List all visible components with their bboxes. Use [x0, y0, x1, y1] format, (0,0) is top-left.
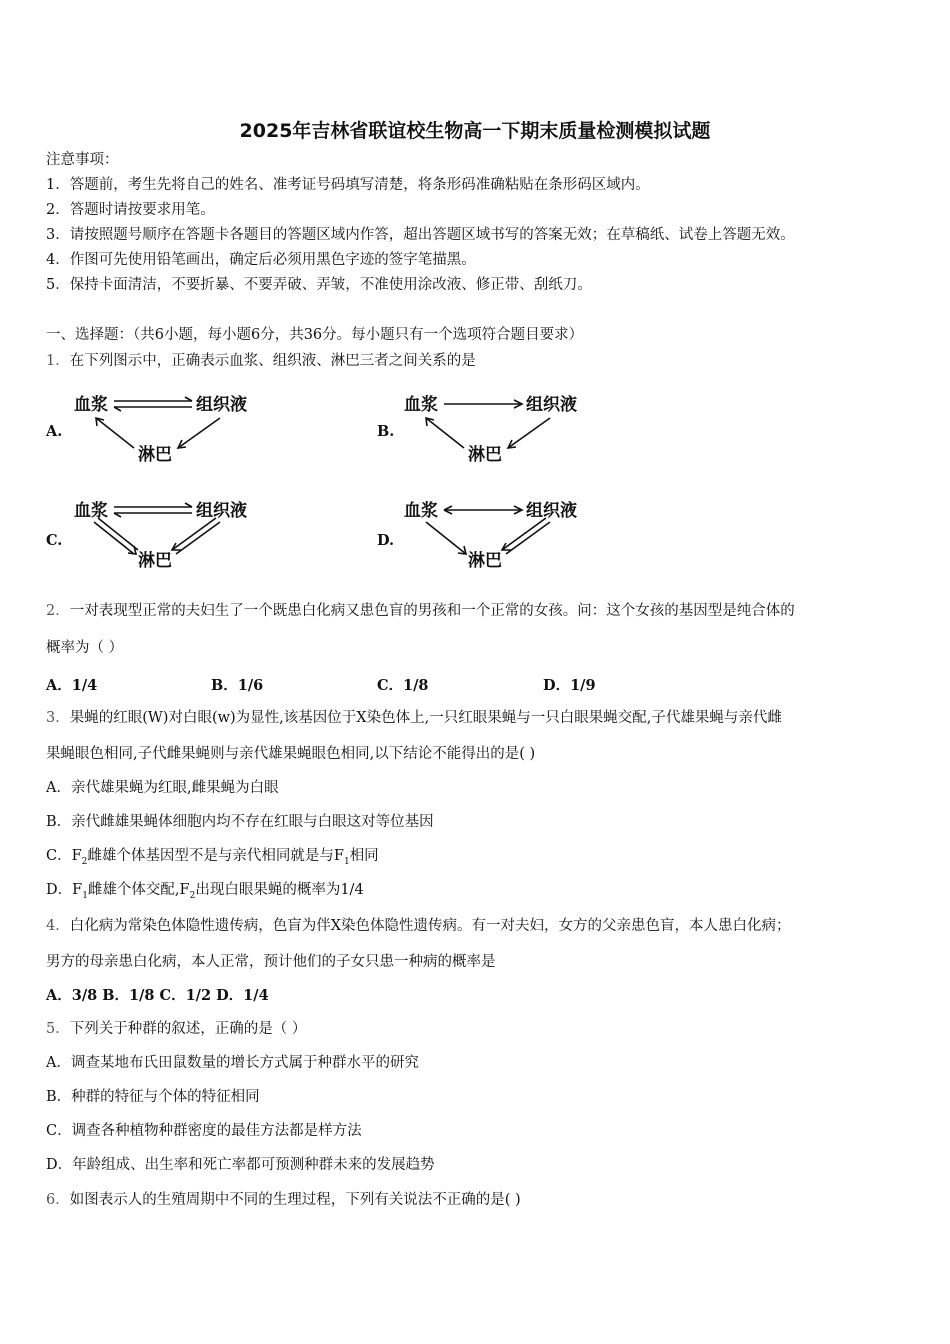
question-text: 白化病为常染色体隐性遗传病，色盲为伴X染色体隐性遗传病。有一对夫妇，女方的父亲患色盲，本人患白化病；	[69, 918, 791, 934]
plasma-label: 血浆	[74, 501, 108, 521]
question-2	[46, 601, 795, 621]
lymph-label: 淋巴	[138, 445, 172, 465]
option-c-label: C.	[46, 532, 63, 549]
options-row: A．3/8 B．1/8 C．1/2 D．1/4	[46, 987, 269, 1004]
option-text: 雌雄个体基因型不是与亲代相同就是与F	[87, 848, 344, 864]
question-number: 2．	[46, 603, 70, 619]
option: B．种群的特征与个体的特征相同	[46, 1089, 260, 1105]
option: A．调查某地布氏田鼠数量的增长方式属于种群水平的研究	[46, 1055, 419, 1071]
section-heading: 一、选择题：（共6小题，每小题6分，共36分。每小题只有一个选项符合题目要求）	[46, 327, 584, 343]
subscript: 1	[82, 890, 88, 901]
notice-item: 5．保持卡面清洁，不要折暴、不要弄破、弄皱，不准使用涂改液、修正带、刮纸刀。	[46, 277, 592, 293]
question-3	[46, 708, 782, 728]
option-text: C．F	[46, 848, 82, 864]
option-text: 相同	[349, 848, 379, 864]
notice-item: 1．答题前，考生先将自己的姓名、准考证号码填写清楚，将条形码准确粘贴在条形码区域内。	[46, 177, 650, 193]
subscript: 2	[81, 856, 88, 867]
notice-item: 4．作图可先使用铅笔画出，确定后必须用黑色字迹的签字笔描黑。	[46, 252, 476, 268]
subscript: 2	[189, 890, 196, 901]
diagram-a	[70, 388, 270, 468]
diagram-d	[400, 494, 600, 574]
question-number: 6．	[46, 1192, 70, 1208]
option-text: D．F	[46, 882, 83, 898]
option-text: 雌雄个体交配,F	[87, 882, 190, 898]
option: C．调查各种植物种群密度的最佳方法都是样方法	[46, 1123, 362, 1139]
option: A．亲代雄果蝇为红眼,雌果蝇为白眼	[46, 780, 279, 796]
notice-heading: 注意事项：	[46, 152, 119, 168]
question-text: 果蝇的红眼(W)对白眼(w)为显性,该基因位于X染色体上,一只红眼果蝇与一只白眼果蝇交配,子代雄果蝇与亲代雌	[69, 710, 782, 726]
question-text-cont: 概率为（ ）	[46, 640, 124, 656]
question-text: 一对表现型正常的夫妇生了一个既患白化病又患色盲的男孩和一个正常的女孩。问：这个女孩的基因型是纯合体的	[69, 603, 795, 619]
option: C．1/8	[377, 677, 429, 694]
tissue-fluid-label: 组织液	[196, 501, 247, 521]
tissue-fluid-label: 组织液	[526, 501, 577, 521]
question-text: 下列关于种群的叙述，正确的是（ ）	[69, 1021, 307, 1037]
option-d-label: D.	[377, 532, 395, 549]
question-number: 1．	[46, 353, 70, 369]
subscript: 1	[343, 856, 350, 867]
notice-item: 2．答题时请按要求用笔。	[46, 202, 215, 218]
option: B．亲代雌雄果蝇体细胞内均不存在红眼与白眼这对等位基因	[46, 814, 434, 830]
option: A．1/4	[46, 677, 98, 694]
page-title: 2025年吉林省联谊校生物高一下期末质量检测模拟试题	[239, 120, 711, 142]
question-number: 4．	[46, 918, 70, 934]
option	[46, 880, 364, 906]
option-a-label: A.	[46, 423, 63, 440]
lymph-label: 淋巴	[138, 551, 172, 571]
diagram-c	[70, 494, 270, 574]
question-number: 5．	[46, 1021, 70, 1037]
question-text: 在下列图示中，正确表示血浆、组织液、淋巴三者之间关系的是	[69, 353, 476, 369]
option: D．年龄组成、出生率和死亡率都可预测种群未来的发展趋势	[46, 1157, 435, 1173]
question-number: 3．	[46, 710, 70, 726]
tissue-fluid-label: 组织液	[526, 395, 577, 415]
option: B．1/6	[211, 677, 264, 694]
plasma-label: 血浆	[404, 501, 438, 521]
lymph-label: 淋巴	[468, 445, 502, 465]
plasma-label: 血浆	[74, 395, 108, 415]
option-text: 出现白眼果蝇的概率为1/4	[195, 882, 364, 898]
question-1	[46, 351, 476, 371]
notice-item: 3．请按照题号顺序在答题卡各题目的答题区域内作答，超出答题区域书写的答案无效；在草稿纸、试卷上答题无效。	[46, 227, 795, 243]
tissue-fluid-label: 组织液	[196, 395, 247, 415]
question-4	[46, 916, 791, 936]
option-b-label: B.	[377, 423, 395, 440]
lymph-label: 淋巴	[468, 551, 502, 571]
diagram-b	[400, 388, 600, 468]
question-6	[46, 1190, 521, 1210]
question-text-cont: 男方的母亲患白化病，本人正常，预计他们的子女只患一种病的概率是	[46, 954, 496, 970]
question-text-cont: 果蝇眼色相同,子代雌果蝇则与亲代雄果蝇眼色相同,以下结论不能得出的是( )	[46, 746, 536, 762]
question-5	[46, 1019, 306, 1039]
plasma-label: 血浆	[404, 395, 438, 415]
option	[46, 846, 379, 872]
option: D．1/9	[543, 677, 596, 694]
question-text: 如图表示人的生殖周期中不同的生理过程，下列有关说法不正确的是( )	[69, 1192, 521, 1208]
